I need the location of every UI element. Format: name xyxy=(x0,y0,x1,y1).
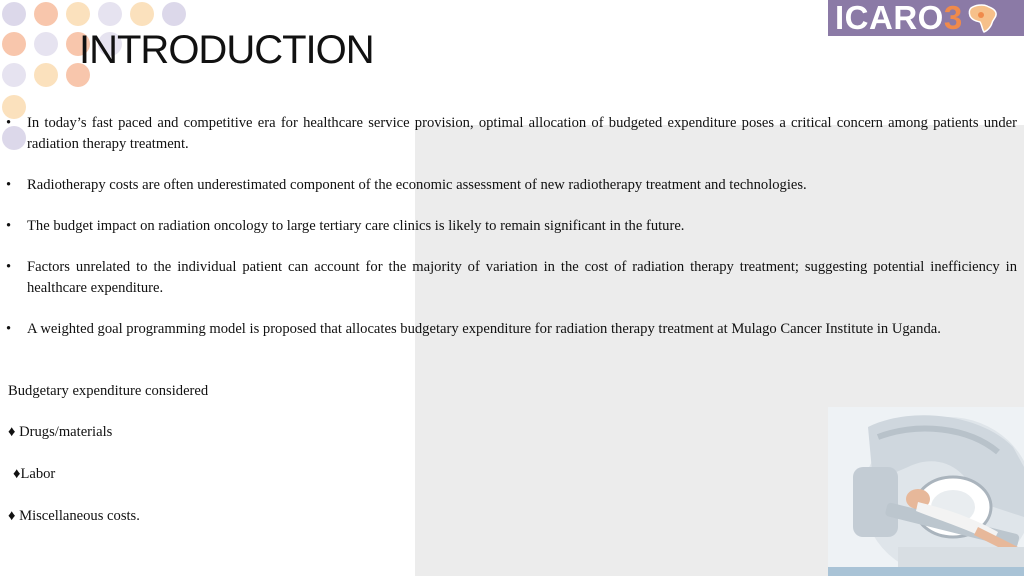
decorative-dot xyxy=(130,2,154,26)
page-title: INTRODUCTION xyxy=(79,28,374,72)
bullet-list xyxy=(0,113,1017,360)
bullet-mark: • xyxy=(6,218,12,234)
list-item xyxy=(0,216,1017,237)
list-item xyxy=(0,113,1017,155)
decorative-dot xyxy=(34,2,58,26)
bullet-mark: • xyxy=(6,177,12,193)
list-item xyxy=(0,319,1017,340)
bullet-text: The budget impact on radiation oncology to large tertiary care clinics is likely to remain significant in the future. xyxy=(27,218,685,234)
africa-map-icon xyxy=(965,2,999,34)
budget-item-drugs: ♦ Drugs/materials xyxy=(8,424,113,440)
list-item xyxy=(0,257,1017,299)
logo-text: ICARO3 xyxy=(835,0,963,36)
decorative-dot xyxy=(2,32,26,56)
bullet-text: In today’s fast paced and competitive era for healthcare service provision, optimal allocation of budgeted expenditure poses a critical concern among patients under radiation therapy treatment. xyxy=(27,115,1017,152)
bullet-text: Radiotherapy costs are often underestimated component of the economic assessment of new radiotherapy treatment and technologies. xyxy=(27,177,807,193)
budget-heading: Budgetary expenditure considered xyxy=(8,383,209,399)
radiotherapy-illustration xyxy=(828,407,1024,576)
bullet-text: Factors unrelated to the individual patient can account for the majority of variation in the cost of radiation therapy treatment; suggesting potential inefficiency in healthcare expenditure. xyxy=(27,259,1017,296)
decorative-dot xyxy=(34,32,58,56)
bullet-mark: • xyxy=(6,115,12,131)
decorative-dot xyxy=(2,63,26,87)
bullet-mark: • xyxy=(6,321,12,337)
decorative-dot xyxy=(98,2,122,26)
decorative-dot xyxy=(2,2,26,26)
radiotherapy-machine-image xyxy=(828,407,1024,576)
decorative-dot xyxy=(162,2,186,26)
list-item xyxy=(0,175,1017,196)
decorative-dot xyxy=(34,63,58,87)
bullet-text: A weighted goal programming model is proposed that allocates budgetary expenditure for radiation therapy treatment at Mulago Cancer Institute in Uganda. xyxy=(27,321,941,337)
budget-item-misc: ♦ Miscellaneous costs. xyxy=(8,508,140,524)
bullet-mark: • xyxy=(6,259,12,275)
icaro-logo xyxy=(828,0,1024,36)
budget-item-labor: ♦Labor xyxy=(13,466,56,482)
decorative-dot xyxy=(66,2,90,26)
